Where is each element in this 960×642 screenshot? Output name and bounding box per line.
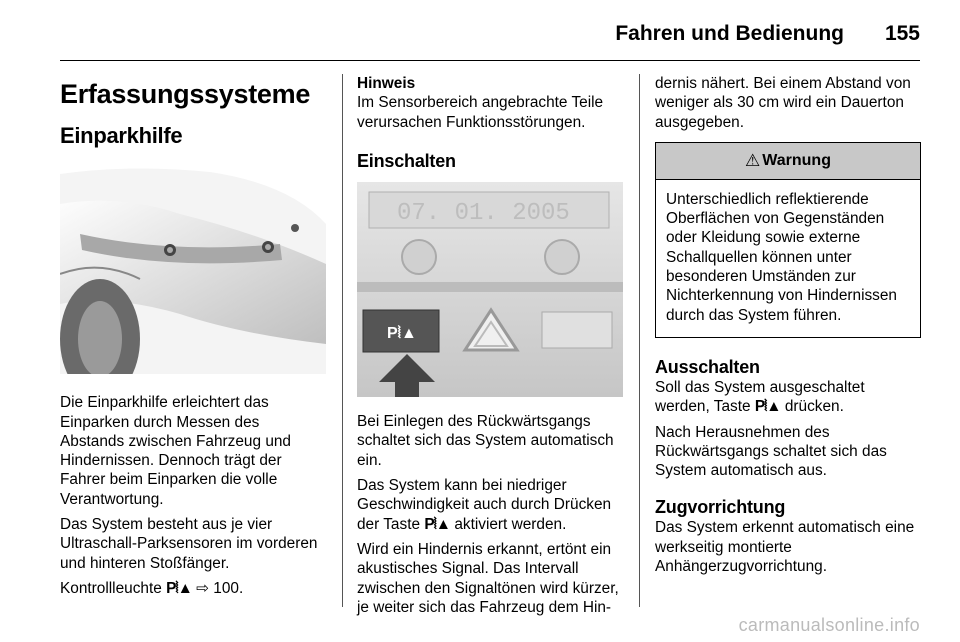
page-number: 155 xyxy=(884,22,920,45)
paragraph-switch-off: Soll das System ausgeschaltet werden, Taste P⦚▲ drücken. xyxy=(655,378,865,416)
paragraph-auto-on: Bei Einlegen des Rückwärtsgangs schaltet sich das System automatisch ein. xyxy=(357,413,614,469)
svg-text:P⦚▲: P⦚▲ xyxy=(387,324,417,342)
column-divider-2 xyxy=(639,74,640,607)
paragraph-indicator: Kontrollleuchte P⦚▲ ⇨ 100. xyxy=(60,579,244,597)
park-assist-symbol-icon: P⦚▲ xyxy=(424,515,451,533)
page-reference-icon: ⇨ xyxy=(196,579,210,597)
column-3 xyxy=(655,74,921,582)
paragraph-towbar: Das System erkennt automatisch eine werkseitig montierte Anhängerzugvorrichtung. xyxy=(655,519,915,576)
column-2 xyxy=(357,74,623,623)
park-assist-symbol-icon: P⦚▲ xyxy=(166,579,192,597)
page-header xyxy=(60,14,920,61)
warning-box xyxy=(655,142,921,338)
paragraph-signal: Wird ein Hindernis erkannt, ertönt ein akustisches Signal. Das Intervall zwischen den Signaltönen wird kürzer, je weiter sich das Fahrzeug dem Hin- xyxy=(357,540,619,616)
subsection-heading-einparkhilfe: Einparkhilfe xyxy=(60,123,183,148)
warning-title: Warnung xyxy=(762,152,831,170)
note-title: Hinweis xyxy=(357,75,416,92)
paragraph-continuous-tone: dernis nähert. Bei einem Abstand von weniger als 30 cm wird ein Dauerton ausgegeben. xyxy=(655,75,911,131)
warning-triangle-icon: ⚠ xyxy=(745,151,761,171)
dashboard-button-illustration xyxy=(357,182,623,397)
paragraph-manual-on: Das System kann bei niedriger Geschwindigkeit auch durch Drücken der Taste P⦚▲ aktiviert werden. xyxy=(357,477,612,533)
watermark-text: carmanualsonline.info xyxy=(738,615,920,635)
column-1 xyxy=(60,74,326,604)
bumper-sensor-illustration xyxy=(60,164,326,374)
park-assist-symbol-icon: P⦚▲ xyxy=(754,398,781,416)
column-divider-1 xyxy=(342,74,343,607)
heading-zugvorrichtung: Zugvorrichtung xyxy=(655,497,786,518)
warning-header xyxy=(656,143,920,180)
header-title: Fahren und Bedienung xyxy=(615,22,844,45)
section-heading-erfassungssysteme: Erfassungssysteme xyxy=(60,79,311,109)
heading-ausschalten: Ausschalten xyxy=(655,356,760,377)
paragraph-intro: Die Einparkhilfe erleichtert das Einparken durch Messen des Abstands zwischen Fahrzeug und Hindernissen. Dennoch trägt der Fahrer beim Einparken die volle Verantwortung. xyxy=(60,394,291,508)
heading-einschalten: Einschalten xyxy=(357,150,456,171)
paragraph-auto-off: Nach Herausnehmen des Rückwärtsgangs schaltet sich das System automatisch aus. xyxy=(655,423,887,480)
warning-text: Unterschiedlich reflektierende Oberflächen von Gegenständen oder Kleidung sowie externe Schallquellen können unter besonderen Umständen zur Nichterkennung von Hindernissen durch das System führen. xyxy=(666,190,897,324)
svg-text:07. 01. 2005: 07. 01. 2005 xyxy=(397,199,570,227)
note-text: Im Sensorbereich angebrachte Teile verursachen Funktionsstörungen. xyxy=(357,94,604,131)
paragraph-sensors: Das System besteht aus je vier Ultraschall-Parksensoren im vorderen und hinteren Stoßfänger. xyxy=(60,516,318,572)
